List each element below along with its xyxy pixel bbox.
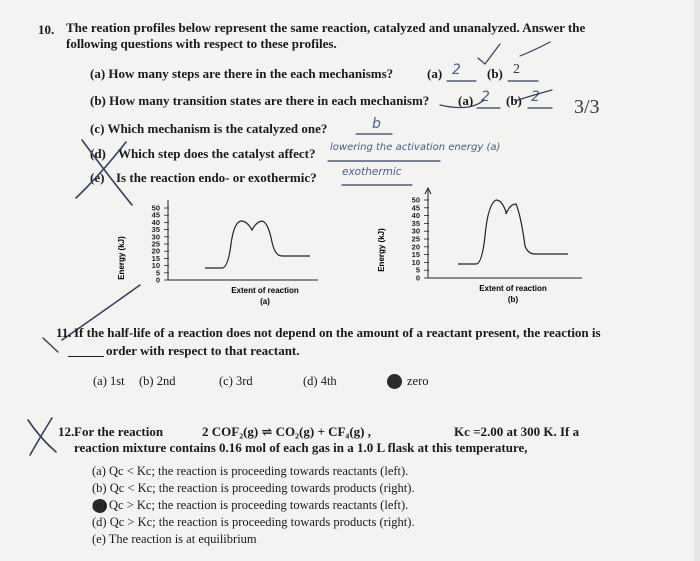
check-mark-1 xyxy=(478,44,500,64)
q10e-answer: exothermic xyxy=(342,166,402,178)
check-mark-2 xyxy=(520,42,550,56)
cross-mark xyxy=(30,418,52,455)
q11-line1: If the half-life of a reaction does not depend on the amount of a reactant present, the reaction is xyxy=(74,325,601,340)
q10a-b-label: (b) xyxy=(487,66,503,81)
q10c-answer: b xyxy=(372,116,381,132)
q11-number: 11. xyxy=(56,325,72,340)
curve-b xyxy=(458,200,568,264)
q10a-a-answer: 2 xyxy=(452,62,461,78)
ytick-label: 45 xyxy=(151,210,160,220)
q11-option-e: zero xyxy=(407,374,429,388)
q10b-b-label: (b) xyxy=(506,93,522,108)
ytick-label: 40 xyxy=(151,217,160,227)
q11-option-c: (c) 3rd xyxy=(219,374,253,388)
ytick-label: 10 xyxy=(151,261,160,271)
q12-choice-d: (d) Qc > Kc; the reaction is proceeding towards products (right). xyxy=(92,515,415,529)
check-mark-3 xyxy=(440,100,484,108)
q12-choice-b: (b) Qc < Kc; the reaction is proceeding towards products (right). xyxy=(92,481,415,495)
q11-option-a: (a) 1st xyxy=(93,374,125,388)
q10b-b-answer: 2 xyxy=(531,89,540,105)
q10c-text: (c) Which mechanism is the catalyzed one? xyxy=(90,121,328,136)
q12-choice-e: (e) The reaction is at equilibrium xyxy=(92,532,257,546)
q10a-text: (a) How many steps are there in the each mechanisms? xyxy=(90,66,394,81)
ytick-label: 25 xyxy=(411,234,420,244)
q11-line2: order with respect to that reactant. xyxy=(106,343,300,358)
ytick-label: 50 xyxy=(411,195,420,205)
q10a-a-label: (a) xyxy=(427,66,443,81)
ytick-label: 35 xyxy=(411,218,420,228)
cross-mark xyxy=(76,142,126,198)
ytick-label: 35 xyxy=(151,225,160,235)
score-mark: 3/3 xyxy=(574,96,600,118)
ytick-label: 40 xyxy=(411,211,420,221)
ytick-label: 0 xyxy=(415,273,420,283)
q12-choice-c: (c) Qc > Kc; the reaction is proceeding towards reactants (left). xyxy=(92,498,409,512)
ytick-label: 10 xyxy=(411,257,420,267)
curve-a xyxy=(205,221,310,268)
ytick-label: 25 xyxy=(151,239,160,249)
ylabel-a: Energy (kJ) xyxy=(117,236,126,280)
q10a-b-answer: 2 xyxy=(513,62,520,77)
q11-option-b: (b) 2nd xyxy=(139,374,176,388)
ytick-label: 45 xyxy=(411,203,420,213)
q10d-text: Which step does the catalyst affect? xyxy=(118,146,316,161)
q10b-a-answer: 2 xyxy=(481,89,490,105)
selected-bubble-icon xyxy=(387,374,402,389)
q10d-answer: lowering the activation energy (a) xyxy=(330,142,501,153)
ytick-label: 50 xyxy=(151,203,160,213)
q12-choice-a: (a) Qc < Kc; the reaction is proceeding towards reactants (left). xyxy=(92,464,409,478)
cross-mark xyxy=(28,420,56,452)
ylabel-b: Energy (kJ) xyxy=(377,228,386,272)
q10-intro-line1: The reation profiles below represent the same reaction, catalyzed and unanalyzed. Answer the xyxy=(66,20,586,35)
xlabel-b: Extent of reaction xyxy=(479,284,547,293)
q10b-text: (b) How many transition states are there in each mechanism? xyxy=(90,93,430,108)
q12-number: 12. xyxy=(58,424,75,439)
ytick-label: 5 xyxy=(415,265,420,275)
q11-option-d: (d) 4th xyxy=(303,374,337,388)
ytick-label: 0 xyxy=(155,275,160,285)
ytick-label: 15 xyxy=(151,253,160,263)
q12-kc: Kc =2.00 at 300 K. If a xyxy=(454,424,580,439)
yticks-b xyxy=(412,196,429,283)
ytick-label: 30 xyxy=(151,232,160,242)
q12-equation: 2 COF₂(g) ⇌ CO₂(g) + CF₄(g) , xyxy=(202,424,371,439)
ytick-label: 20 xyxy=(151,246,160,256)
caption-a: (a) xyxy=(260,297,270,306)
q10e-text: Is the reaction endo- or exothermic? xyxy=(116,170,317,185)
ytick-label: 5 xyxy=(155,268,160,278)
q10b-a-label: (a) xyxy=(458,93,474,108)
ytick-label: 15 xyxy=(411,250,420,260)
q10e-label: (e) xyxy=(90,170,105,185)
caption-b: (b) xyxy=(507,295,519,304)
q11-blank xyxy=(68,356,104,357)
check-mark-4 xyxy=(515,90,552,101)
energy-graph-a xyxy=(110,192,370,306)
energy-graph-b xyxy=(370,186,630,304)
xlabel-a: Extent of reaction xyxy=(231,286,299,295)
yticks-a xyxy=(152,204,169,285)
q10-intro-line2: following questions with respect to these profiles. xyxy=(66,36,337,51)
ytick-label: 20 xyxy=(411,242,420,252)
q10-number: 10. xyxy=(38,22,55,37)
q12-line2: reaction mixture contains 0.16 mol of each gas in a 1.0 L flask at this temperature, xyxy=(74,440,528,455)
ytick-label: 30 xyxy=(411,226,420,236)
q10d-label: (d) xyxy=(90,146,106,161)
q12-line1-pre: For the reaction xyxy=(74,424,164,439)
